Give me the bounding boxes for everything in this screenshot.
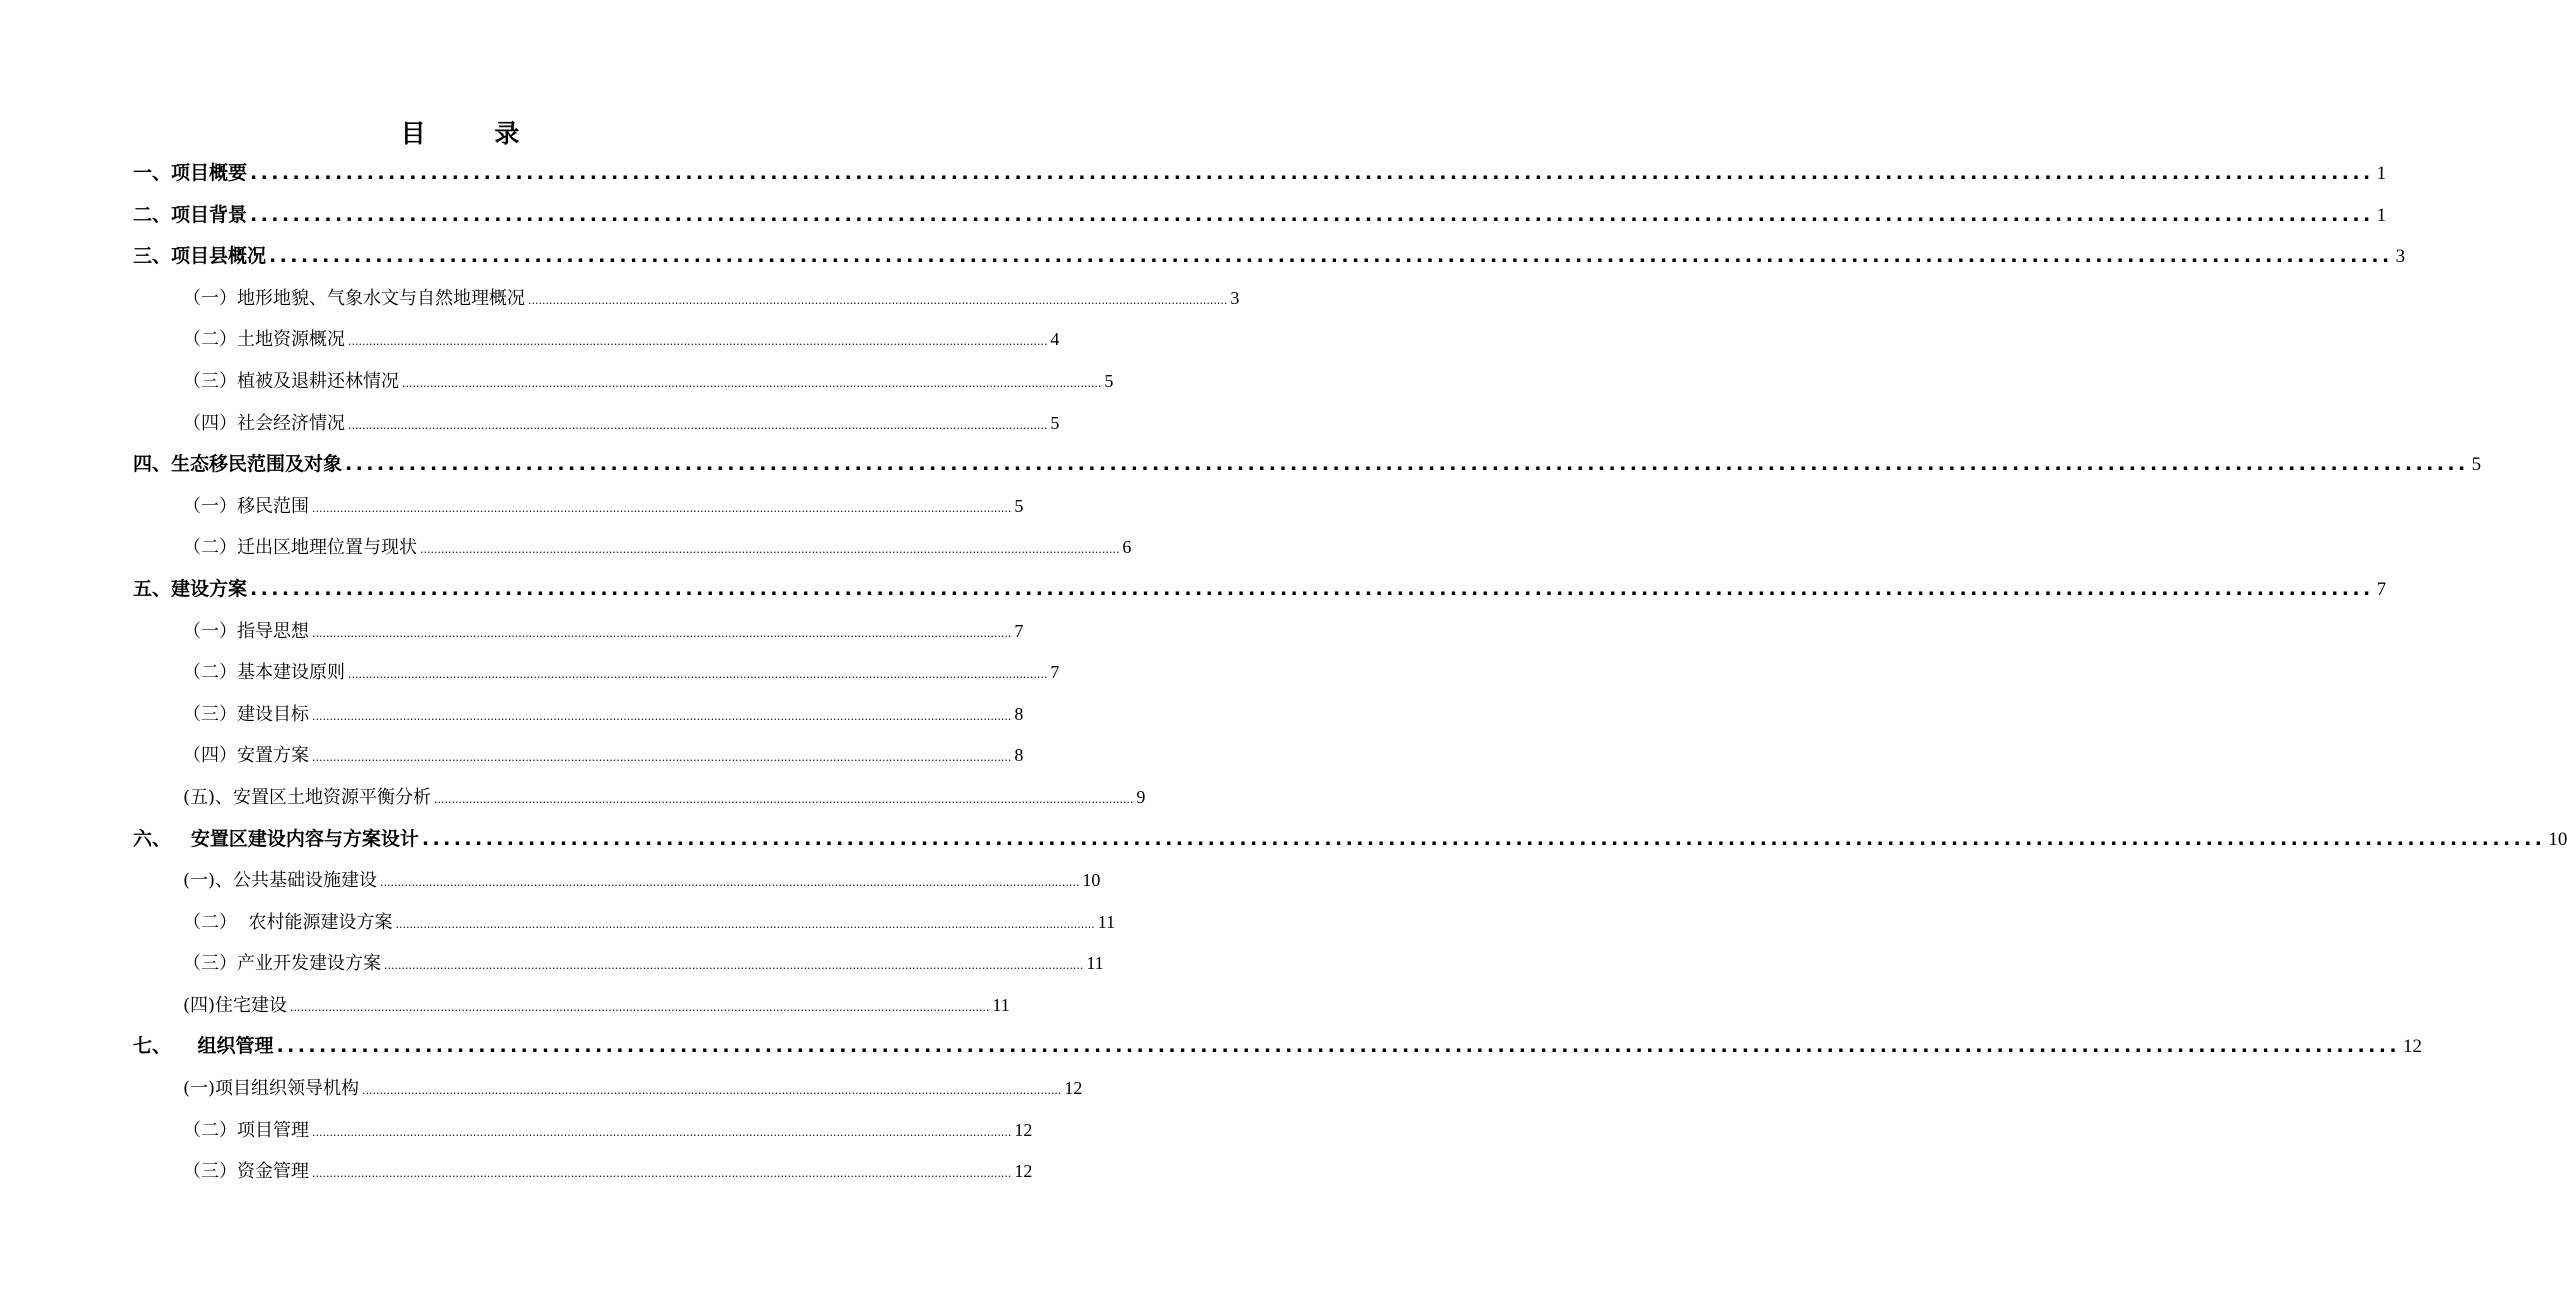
toc-dot-leader: ........................................................................................................................................................................................................ <box>348 668 1048 682</box>
toc-dot-leader: ........................................................................................................................................................................................................ <box>312 751 1012 765</box>
toc-subsection-entry[interactable] <box>0 361 1114 403</box>
toc-page-number: 11 <box>992 994 1010 1015</box>
toc-subsection-entry[interactable] <box>0 1068 1083 1110</box>
toc-section-entry[interactable] <box>0 153 2387 195</box>
toc-subsection-entry[interactable] <box>0 694 1024 736</box>
toc-entry-label: (一)项目组织领导机构 <box>183 1078 360 1100</box>
toc-subsection-entry[interactable] <box>0 611 1024 653</box>
toc-subsection-entry[interactable] <box>0 652 1060 694</box>
toc-subsection-entry[interactable] <box>0 486 1024 528</box>
toc-dot-leader: ........................................................................................................................................................................................................ <box>434 792 1134 806</box>
toc-entry-label: （一）地形地貌、气象水文与自然地理概况 <box>183 287 525 309</box>
toc-dot-leader: ........................................................................................................................................................................................................ <box>420 543 1120 557</box>
toc-entry-label: （三）资金管理 <box>183 1161 309 1183</box>
toc-entry-label: （四）安置方案 <box>183 745 309 767</box>
toc-entry-label: （一）指导思想 <box>183 620 309 642</box>
toc-page-number: 8 <box>1014 703 1024 724</box>
toc-entry-label: 五、建设方案 <box>133 577 248 600</box>
toc-subsection-entry[interactable] <box>0 860 1101 902</box>
toc-dot-leader: ........................................................................................................................................................................................................ <box>312 1167 1012 1181</box>
toc-page-number: 1 <box>2376 163 2387 184</box>
toc-page-number: 12 <box>1014 1119 1033 1140</box>
toc-entry-label: （三）植被及退耕还林情况 <box>183 370 399 392</box>
toc-subsection-entry[interactable] <box>0 943 1104 985</box>
table-of-contents <box>0 153 2567 1193</box>
toc-entry-label: （一）移民范围 <box>183 495 309 517</box>
toc-subsection-entry[interactable] <box>0 319 1060 361</box>
toc-entry-label: （三）建设目标 <box>183 703 309 725</box>
toc-subsection-entry[interactable] <box>0 1151 1033 1193</box>
toc-entry-label: （二）土地资源概况 <box>183 329 345 351</box>
toc-entry-label: （二） 农村能源建设方案 <box>183 911 393 933</box>
toc-page-number: 12 <box>1064 1078 1083 1099</box>
toc-page-number: 8 <box>1014 745 1024 766</box>
toc-entry-label: 七、 组织管理 <box>133 1035 274 1058</box>
toc-dot-leader: ........................................................................................................................................................................................................ <box>348 418 1048 432</box>
toc-section-entry[interactable] <box>0 195 2387 237</box>
toc-entry-label: （二）迁出区地理位置与现状 <box>183 537 417 559</box>
toc-entry-label: （三）产业开发建设方案 <box>183 953 381 975</box>
toc-page-number: 7 <box>1050 662 1060 683</box>
toc-dot-leader: ........................................................................................................................................................................................................ <box>380 876 1080 890</box>
toc-entry-label: 二、项目背景 <box>133 203 248 226</box>
toc-entry-label: (一)、公共基础设施建设 <box>183 870 378 892</box>
toc-subsection-entry[interactable] <box>0 735 1024 777</box>
toc-entry-label: 四、生态移民范围及对象 <box>133 453 343 476</box>
toc-subsection-entry[interactable] <box>0 902 1116 944</box>
toc-page-number: 9 <box>1136 786 1146 807</box>
toc-subsection-entry[interactable] <box>0 527 1132 569</box>
toc-dot-leader: ........................................................................................................................................................................................................ <box>402 376 1102 390</box>
toc-page-number: 4 <box>1050 329 1060 350</box>
toc-page-number: 7 <box>1014 620 1024 641</box>
toc-dot-leader: ........................................................................................................................................................................................................ <box>290 1000 990 1014</box>
toc-page-number: 11 <box>1086 953 1104 974</box>
toc-entry-label: 三、项目县概况 <box>133 245 267 268</box>
toc-dot-leader: ........................................................................................................................................................................................................ <box>362 1084 1062 1098</box>
toc-dot-leader: ........................................................................................................................................................................................................ <box>250 162 2374 184</box>
toc-dot-leader: ........................................................................................................................................................................................................ <box>312 626 1012 640</box>
toc-page-number: 3 <box>2395 246 2406 268</box>
toc-page-number: 10 <box>2548 828 2567 850</box>
toc-dot-leader: ........................................................................................................................................................................................................ <box>348 335 1048 349</box>
toc-page-number: 12 <box>2403 1036 2423 1058</box>
toc-page-number: 7 <box>2376 578 2387 600</box>
toc-subsection-entry[interactable] <box>0 985 1010 1027</box>
toc-page-number: 3 <box>1230 287 1240 308</box>
toc-entry-label: (五)、安置区土地资源平衡分析 <box>183 786 432 808</box>
toc-dot-leader: ........................................................................................................................................................................................................ <box>312 709 1012 723</box>
toc-dot-leader: ........................................................................................................................................................................................................ <box>384 959 1084 973</box>
toc-section-entry[interactable] <box>0 819 2567 861</box>
toc-page-number: 1 <box>2376 204 2387 226</box>
toc-page-number: 6 <box>1122 537 1132 558</box>
toc-dot-leader: ........................................................................................................................................................................................................ <box>395 917 1095 931</box>
toc-dot-leader: ........................................................................................................................................................................................................ <box>345 453 2469 476</box>
toc-section-entry[interactable] <box>0 1026 2423 1068</box>
toc-subsection-entry[interactable] <box>0 403 1060 445</box>
toc-entry-label: 六、 安置区建设内容与方案设计 <box>133 827 419 850</box>
toc-entry-label: (四)住宅建设 <box>183 994 288 1016</box>
toc-entry-label: （二）项目管理 <box>183 1119 309 1141</box>
toc-entry-label: （二）基本建设原则 <box>183 662 345 684</box>
toc-page-number: 10 <box>1082 870 1101 891</box>
toc-dot-leader: ........................................................................................................................................................................................................ <box>312 1125 1012 1139</box>
toc-page-number: 5 <box>1050 412 1060 433</box>
toc-page-number: 5 <box>2471 454 2482 476</box>
toc-page-number: 5 <box>1104 370 1114 391</box>
toc-dot-leader: ........................................................................................................................................................................................................ <box>312 501 1012 515</box>
toc-dot-leader: ........................................................................................................................................................................................................ <box>528 293 1228 307</box>
toc-entry-label: 一、项目概要 <box>133 162 248 184</box>
toc-dot-leader: ........................................................................................................................................................................................................ <box>250 203 2374 226</box>
toc-dot-leader: ........................................................................................................................................................................................................ <box>250 577 2374 600</box>
toc-section-entry[interactable] <box>0 444 2482 486</box>
toc-subsection-entry[interactable] <box>0 777 1146 819</box>
toc-subsection-entry[interactable] <box>0 278 1240 320</box>
toc-subsection-entry[interactable] <box>0 1110 1033 1152</box>
toc-page-number: 11 <box>1097 911 1116 932</box>
toc-section-entry[interactable] <box>0 236 2406 278</box>
toc-page-number: 5 <box>1014 495 1024 516</box>
toc-dot-leader: ........................................................................................................................................................................................................ <box>276 1035 2401 1058</box>
toc-entry-label: （四）社会经济情况 <box>183 412 345 434</box>
toc-dot-leader: ........................................................................................................................................................................................................ <box>421 827 2546 850</box>
toc-page-number: 12 <box>1014 1161 1033 1182</box>
toc-dot-leader: ........................................................................................................................................................................................................ <box>269 245 2393 268</box>
toc-title: 目 录 <box>400 119 550 148</box>
toc-section-entry[interactable] <box>0 569 2387 611</box>
